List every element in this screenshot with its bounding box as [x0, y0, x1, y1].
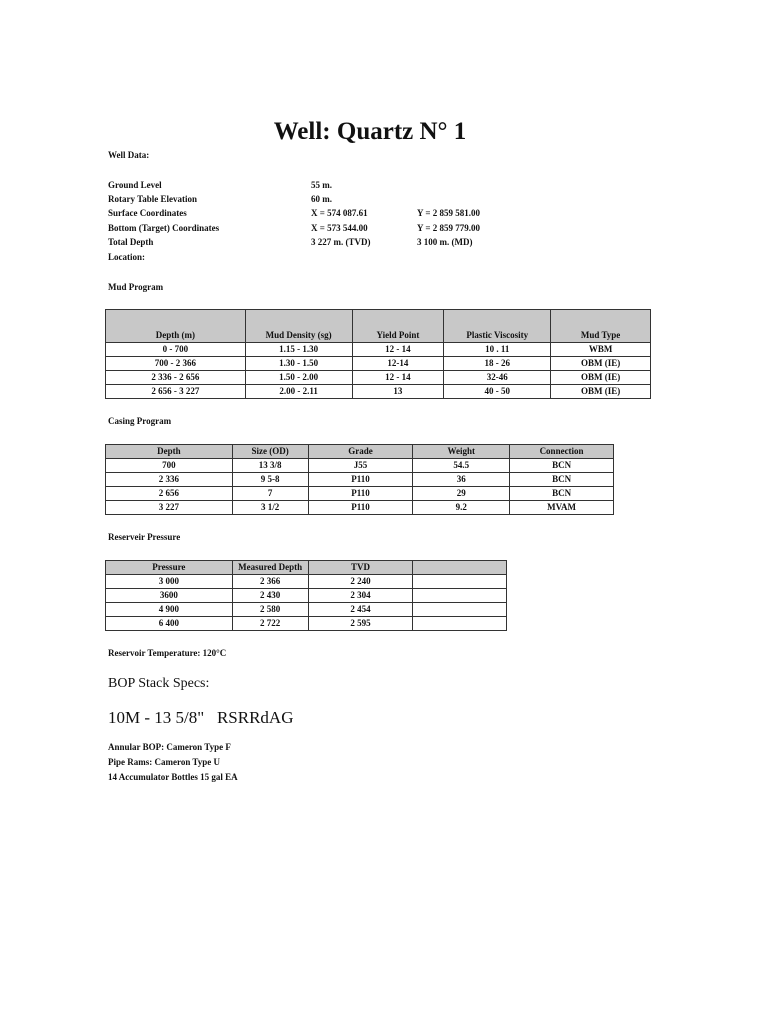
pressure-cell: 2 366 [232, 575, 308, 589]
mud-cell: 0 - 700 [106, 343, 246, 357]
well-data-label: Location: [108, 252, 145, 262]
mud-cell: 10 . 11 [444, 343, 551, 357]
table-row [106, 357, 651, 371]
mud-cell: OBM (IE) [551, 371, 651, 385]
well-data-value: 55 m. [311, 180, 332, 190]
table-row [106, 487, 614, 501]
mud-header-cell: Depth (m) [106, 310, 246, 343]
casing-cell: 2 336 [106, 473, 233, 487]
pressure-header-cell: TVD [308, 561, 413, 575]
mud-cell: 12 - 14 [352, 371, 444, 385]
casing-cell: 29 [413, 487, 510, 501]
bop-line-accumulators: 14 Accumulator Bottles 15 gal EA [108, 772, 238, 782]
casing-cell: 2 656 [106, 487, 233, 501]
reservoir-pressure-table [105, 560, 507, 631]
well-data-value-secondary: Y = 2 859 581.00 [417, 208, 481, 218]
pressure-cell [413, 589, 507, 603]
reservoir-temperature: Reservoir Temperature: 120°C [108, 648, 227, 658]
pressure-cell: 2 304 [308, 589, 413, 603]
well-data-heading: Well Data: [108, 150, 150, 160]
pressure-cell: 2 722 [232, 617, 308, 631]
mud-cell: WBM [551, 343, 651, 357]
casing-cell: J55 [308, 459, 413, 473]
page-title: Well: Quartz N° 1 [273, 118, 467, 145]
well-data-label: Total Depth [108, 237, 154, 247]
mud-cell: 18 - 26 [444, 357, 551, 371]
mud-cell: OBM (IE) [551, 357, 651, 371]
pressure-cell [413, 603, 507, 617]
mud-cell: OBM (IE) [551, 385, 651, 399]
table-row [106, 385, 651, 399]
casing-cell: BCN [510, 459, 614, 473]
well-data-value-secondary: 3 100 m. (MD) [417, 237, 473, 247]
pressure-cell: 2 580 [232, 603, 308, 617]
pressure-cell [413, 575, 507, 589]
casing-cell: 700 [106, 459, 233, 473]
mud-cell: 12-14 [352, 357, 444, 371]
casing-cell: 54.5 [413, 459, 510, 473]
mud-cell: 40 - 50 [444, 385, 551, 399]
casing-header-cell: Connection [510, 445, 614, 459]
pressure-cell: 2 454 [308, 603, 413, 617]
mud-program-table [105, 309, 651, 399]
pressure-cell: 2 430 [232, 589, 308, 603]
mud-cell: 2.00 - 2.11 [245, 385, 352, 399]
pressure-cell [413, 617, 507, 631]
well-data-value-secondary: Y = 2 859 779.00 [417, 223, 481, 233]
mud-program-heading: Mud Program [108, 282, 164, 292]
casing-header-cell: Grade [308, 445, 413, 459]
table-row [106, 343, 651, 357]
mud-cell: 1.50 - 2.00 [245, 371, 352, 385]
casing-cell: BCN [510, 473, 614, 487]
table-row [106, 589, 507, 603]
bop-heading: BOP Stack Specs: [108, 676, 210, 691]
casing-cell: BCN [510, 487, 614, 501]
pressure-header-cell: Measured Depth [232, 561, 308, 575]
mud-header-cell: Yield Point [352, 310, 444, 343]
mud-cell: 32-46 [444, 371, 551, 385]
casing-cell: 13 3/8 [232, 459, 308, 473]
well-data-label: Rotary Table Elevation [108, 194, 198, 204]
mud-cell: 2 336 - 2 656 [106, 371, 246, 385]
casing-cell: P110 [308, 473, 413, 487]
reservoir-pressure-heading: Reserveir Pressure [108, 532, 181, 542]
casing-header-cell: Size (OD) [232, 445, 308, 459]
well-data-value: 3 227 m. (TVD) [311, 237, 371, 247]
casing-cell: 3 227 [106, 501, 233, 515]
casing-cell: P110 [308, 501, 413, 515]
bop-line-pipe-rams: Pipe Rams: Cameron Type U [108, 757, 220, 767]
mud-header-cell: Plastic Viscosity [444, 310, 551, 343]
pressure-header-cell [413, 561, 507, 575]
mud-cell: 1.15 - 1.30 [245, 343, 352, 357]
mud-header-cell: Mud Density (sg) [245, 310, 352, 343]
mud-cell: 12 - 14 [352, 343, 444, 357]
casing-cell: P110 [308, 487, 413, 501]
table-row [106, 371, 651, 385]
casing-cell: 7 [232, 487, 308, 501]
mud-cell: 1.30 - 1.50 [245, 357, 352, 371]
mud-cell: 700 - 2 366 [106, 357, 246, 371]
well-data-value: X = 573 544.00 [311, 223, 368, 233]
bop-line-annular: Annular BOP: Cameron Type F [108, 742, 231, 752]
casing-header-cell: Weight [413, 445, 510, 459]
pressure-cell: 2 240 [308, 575, 413, 589]
table-row [106, 603, 507, 617]
casing-program-heading: Casing Program [108, 416, 172, 426]
well-data-value: X = 574 087.61 [311, 208, 368, 218]
table-row [106, 459, 614, 473]
mud-cell: 13 [352, 385, 444, 399]
well-data-label: Ground Level [108, 180, 162, 190]
casing-cell: 9.2 [413, 501, 510, 515]
well-data-label: Bottom (Target) Coordinates [108, 223, 220, 233]
casing-cell: 9 5-8 [232, 473, 308, 487]
well-data-label: Surface Coordinates [108, 208, 187, 218]
casing-cell: 3 1/2 [232, 501, 308, 515]
pressure-header-cell: Pressure [106, 561, 233, 575]
casing-cell: MVAM [510, 501, 614, 515]
table-row [106, 473, 614, 487]
table-row [106, 501, 614, 515]
mud-header-cell: Mud Type [551, 310, 651, 343]
pressure-cell: 6 400 [106, 617, 233, 631]
casing-header-cell: Depth [106, 445, 233, 459]
pressure-cell: 2 595 [308, 617, 413, 631]
casing-cell: 36 [413, 473, 510, 487]
bop-spec: 10M - 13 5/8" RSRRdAG [108, 708, 294, 727]
casing-program-table [105, 444, 614, 515]
pressure-cell: 4 900 [106, 603, 233, 617]
pressure-cell: 3 000 [106, 575, 233, 589]
table-row [106, 575, 507, 589]
mud-cell: 2 656 - 3 227 [106, 385, 246, 399]
pressure-cell: 3600 [106, 589, 233, 603]
table-row [106, 617, 507, 631]
well-data-value: 60 m. [311, 194, 332, 204]
